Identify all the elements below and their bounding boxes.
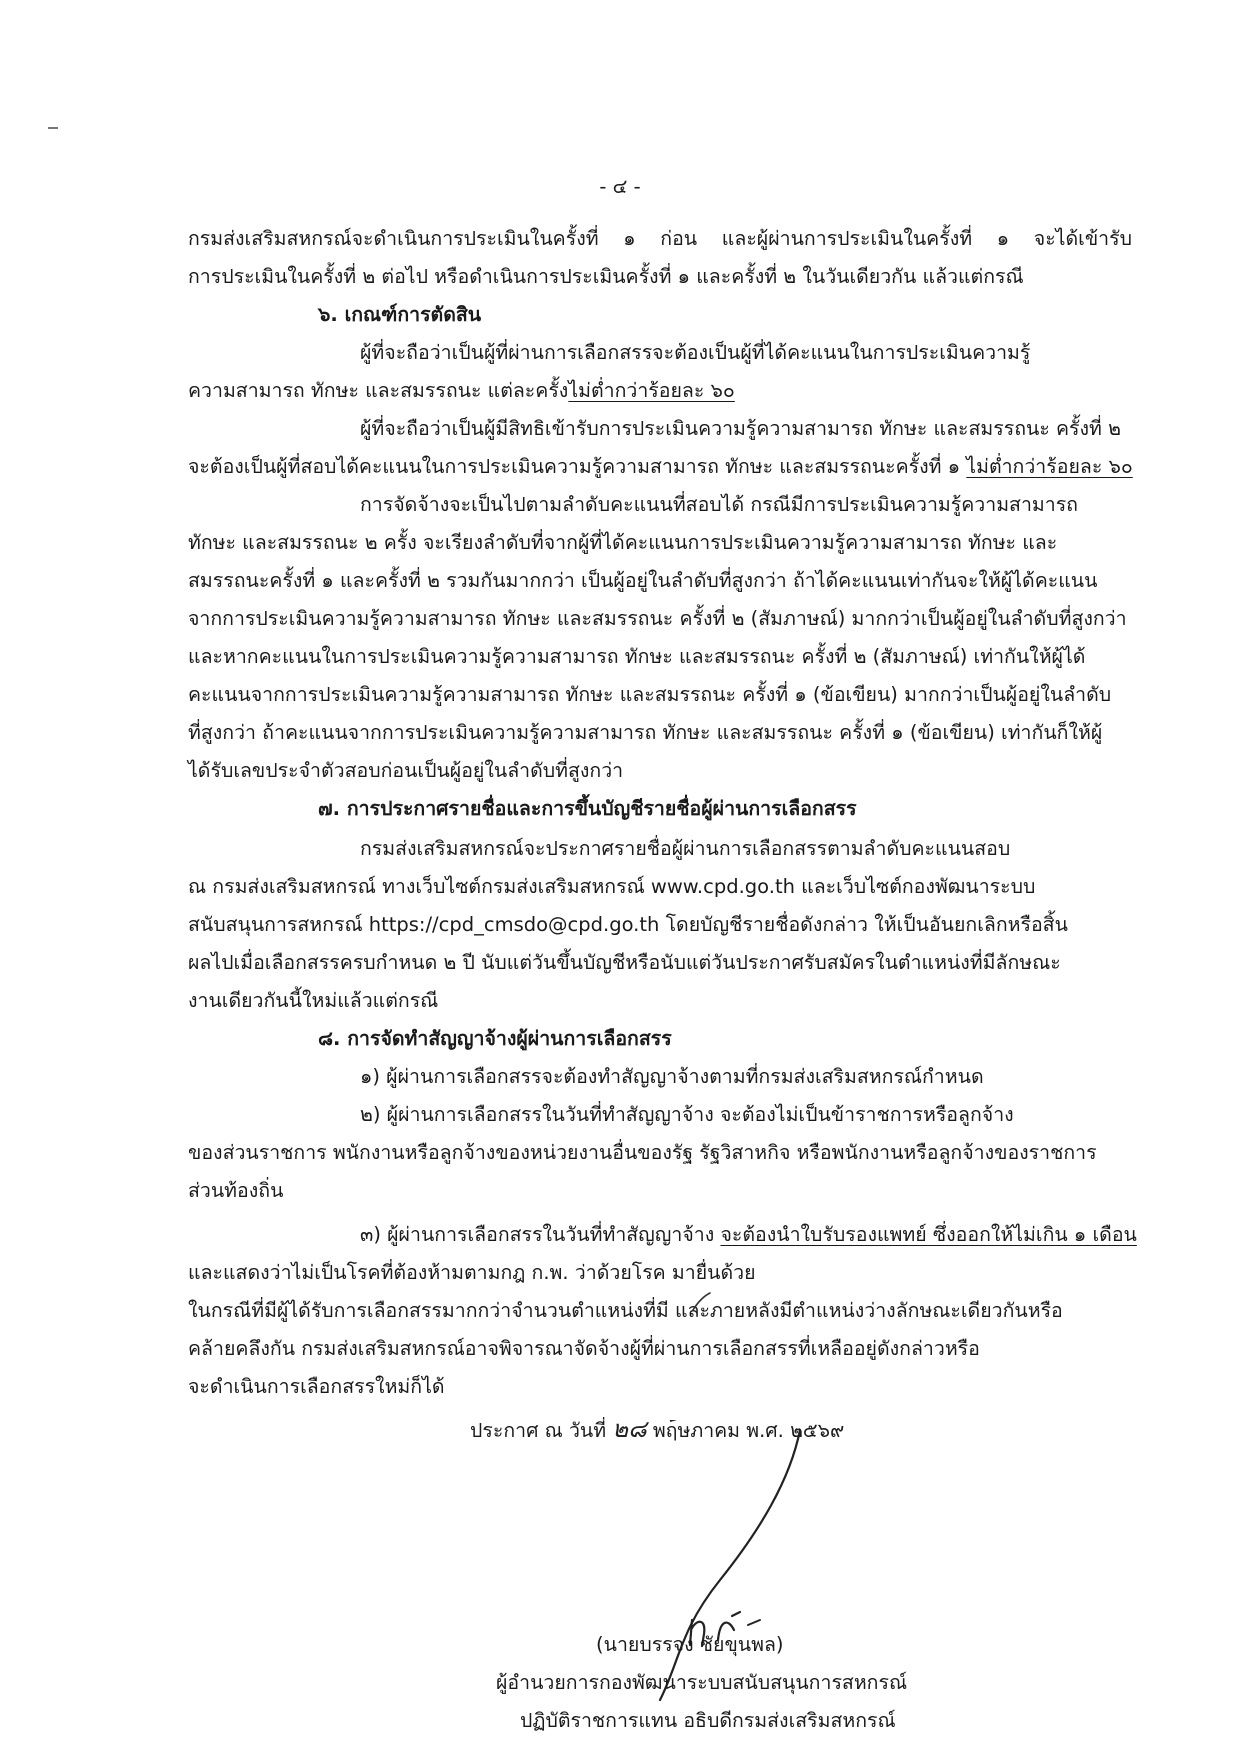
section-6-para3-line: จากการประเมินความรู้ความสามารถ ทักษะ และสมรรถนะ ครั้งที่ ๒ (สัมภาษณ์) มากกว่าเป็นผู้อยู่ในลำดับที่สูงกว่า [188,607,1127,630]
section-6-para3-line: ทักษะ และสมรรถนะ ๒ ครั้ง จะเรียงลำดับที่จากผู้ที่ได้คะแนนการประเมินความรู้ความสามารถ ทักษะ และ [188,531,1058,554]
section-6-para2-line2 [188,448,1133,486]
section-7-heading: ๗. การประกาศรายชื่อและการขึ้นบัญชีรายชื่อผู้ผ่านการเลือกสรร [318,797,857,820]
section-7-line: ณ กรมส่งเสริมสหกรณ์ ทางเว็บไซต์กรมส่งเสริมสหกรณ์ www.cpd.go.th และเว็บไซต์กองพัฒนาระบบ [188,875,1036,898]
closing-line: คล้ายคลึงกัน กรมส่งเสริมสหกรณ์อาจพิจารณาจัดจ้างผู้ที่ผ่านการเลือกสรรที่เหลืออยู่ดังกล่าวหรือ [188,1337,980,1360]
section-6-para1-line1: ผู้ที่จะถือว่าเป็นผู้ที่ผ่านการเลือกสรรจะต้องเป็นผู้ที่ได้คะแนนในการประเมินความรู้ [360,341,1031,364]
word: และผู้ผ่านการประเมินในครั้งที่ [721,227,973,250]
para2-text: จะต้องเป็นผู้ที่สอบได้คะแนนในการประเมินความรู้ความสามารถ ทักษะ และสมรรถนะครั้งที่ ๑ [188,455,967,478]
signer-name: (นายบรรจง ชัยขุนพล) [596,1633,784,1656]
section-8-item-2-line: ของส่วนราชการ พนักงานหรือลูกจ้างของหน่วยงานอื่นของรัฐ รัฐวิสาหกิจ หรือพนักงานหรือลูกจ้างของราชการ [188,1141,1097,1164]
section-6-para3-line: สมรรถนะครั้งที่ ๑ และครั้งที่ ๒ รวมกันมากกว่า เป็นผู้อยู่ในลำดับที่สูงกว่า ถ้าได้คะแนนเท่ากันจะให้ผู้ได้คะแนน [188,569,1098,592]
para1-underlined: ไม่ต่ำกว่าร้อยละ ๖๐ [568,379,735,402]
word: กรมส่งเสริมสหกรณ์จะดำเนินการประเมินในครั้งที่ [188,227,599,250]
announce-suffix: พฤษภาคม พ.ศ. ๒๕๖๙ [646,1419,845,1442]
intro-line-2: การประเมินในครั้งที่ ๒ ต่อไป หรือดำเนินการประเมินครั้งที่ ๑ และครั้งที่ ๒ ในวันเดียวกัน แล้วแต่กรณี [188,265,1024,288]
section-8-item-1: ๑) ผู้ผ่านการเลือกสรรจะต้องทำสัญญาจ้างตามที่กรมส่งเสริมสหกรณ์กำหนด [360,1065,984,1088]
word: จะได้เข้ารับ [1033,227,1132,250]
section-7-line: ผลไปเมื่อเลือกสรรครบกำหนด ๒ ปี นับแต่วันขึ้นบัญชีหรือนับแต่วันประกาศรับสมัครในตำแหน่งที่มีลักษณะ [188,951,1061,974]
announce-prefix: ประกาศ ณ วันที่ [470,1419,613,1442]
word: ก่อน [660,227,698,250]
section-8-heading: ๘. การจัดทำสัญญาจ้างผู้ผ่านการเลือกสรร [318,1027,672,1050]
intro-line-1 [188,220,1132,258]
item3-text: ๓) ผู้ผ่านการเลือกสรรในวันที่ทำสัญญาจ้าง [360,1223,721,1246]
section-6-para2-line1: ผู้ที่จะถือว่าเป็นผู้มีสิทธิเข้ารับการประเมินความรู้ความสามารถ ทักษะ และสมรรถนะ ครั้งที่ ๒ [360,417,1121,440]
scan-mark [48,127,58,129]
signer-position-2: ปฏิบัติราชการแทน อธิบดีกรมส่งเสริมสหกรณ์ [520,1709,896,1732]
section-7-line: งานเดียวกันนี้ใหม่แล้วแต่กรณี [188,989,439,1012]
page-number: - ๔ - [599,175,641,198]
stray-pen-mark [690,1290,714,1314]
section-8-item-2-line: ส่วนท้องถิ่น [188,1179,284,1202]
section-7-line: กรมส่งเสริมสหกรณ์จะประกาศรายชื่อผู้ผ่านการเลือกสรรตามลำดับคะแนนสอบ [360,837,1011,860]
section-8-item-3-line2: และแสดงว่าไม่เป็นโรคที่ต้องห้ามตามกฎ ก.พ. ว่าด้วยโรค มายื่นด้วย [188,1261,756,1284]
section-6-para1-line2 [188,372,735,410]
para2-underlined: ไม่ต่ำกว่าร้อยละ ๖๐ [966,455,1133,478]
para1-text: ความสามารถ ทักษะ และสมรรถนะ แต่ละครั้ง [188,379,569,402]
section-8-item-2-line: ๒) ผู้ผ่านการเลือกสรรในวันที่ทำสัญญาจ้าง จะต้องไม่เป็นข้าราชการหรือลูกจ้าง [360,1103,1014,1126]
section-6-para3-line: การจัดจ้างจะเป็นไปตามลำดับคะแนนที่สอบได้ กรณีมีการประเมินความรู้ความสามารถ [360,493,1078,516]
section-6-heading: ๖. เกณฑ์การตัดสิน [318,303,482,326]
signer-position-1: ผู้อำนวยการกองพัฒนาระบบสนับสนุนการสหกรณ์ [496,1671,908,1694]
item3-underlined: จะต้องนำใบรับรองแพทย์ ซึ่งออกให้ไม่เกิน ๑ เดือน [720,1223,1137,1246]
section-6-para3-line: ที่สูงกว่า ถ้าคะแนนจากการประเมินความรู้ความสามารถ ทักษะ และสมรรถนะ ครั้งที่ ๑ (ข้อเขียน) เท่ากันก็ให้ผู้ [188,721,1103,744]
section-8-item-3-line1 [360,1216,1137,1254]
section-6-para3-line: คะแนนจากการประเมินความรู้ความสามารถ ทักษะ และสมรรถนะ ครั้งที่ ๑ (ข้อเขียน) มากกว่าเป็นผู้อยู่ในลำดับ [188,683,1112,706]
section-6-para3-line: ได้รับเลขประจำตัวสอบก่อนเป็นผู้อยู่ในลำดับที่สูงกว่า [188,759,624,782]
closing-line: ในกรณีที่มีผู้ได้รับการเลือกสรรมากกว่าจำนวนตำแหน่งที่มี และภายหลังมีตำแหน่งว่างลักษณะเดียวกันหรือ [188,1299,1063,1322]
closing-line: จะดำเนินการเลือกสรรใหม่ก็ได้ [188,1375,445,1398]
word: ๑ [623,227,636,250]
section-7-line: สนับสนุนการสหกรณ์ https://cpd_cmsdo@cpd.go.th โดยบัญชีรายชื่อดังกล่าว ให้เป็นอันยกเลิกหรือสิ้น [188,913,1068,936]
word: ๑ [996,227,1010,250]
section-6-para3-line: และหากคะแนนในการประเมินความรู้ความสามารถ ทักษะ และสมรรถนะ ครั้งที่ ๒ (สัมภาษณ์) เท่ากันให้ผู้ได้ [188,645,1086,668]
announce-day: ๒๘ [612,1415,647,1443]
